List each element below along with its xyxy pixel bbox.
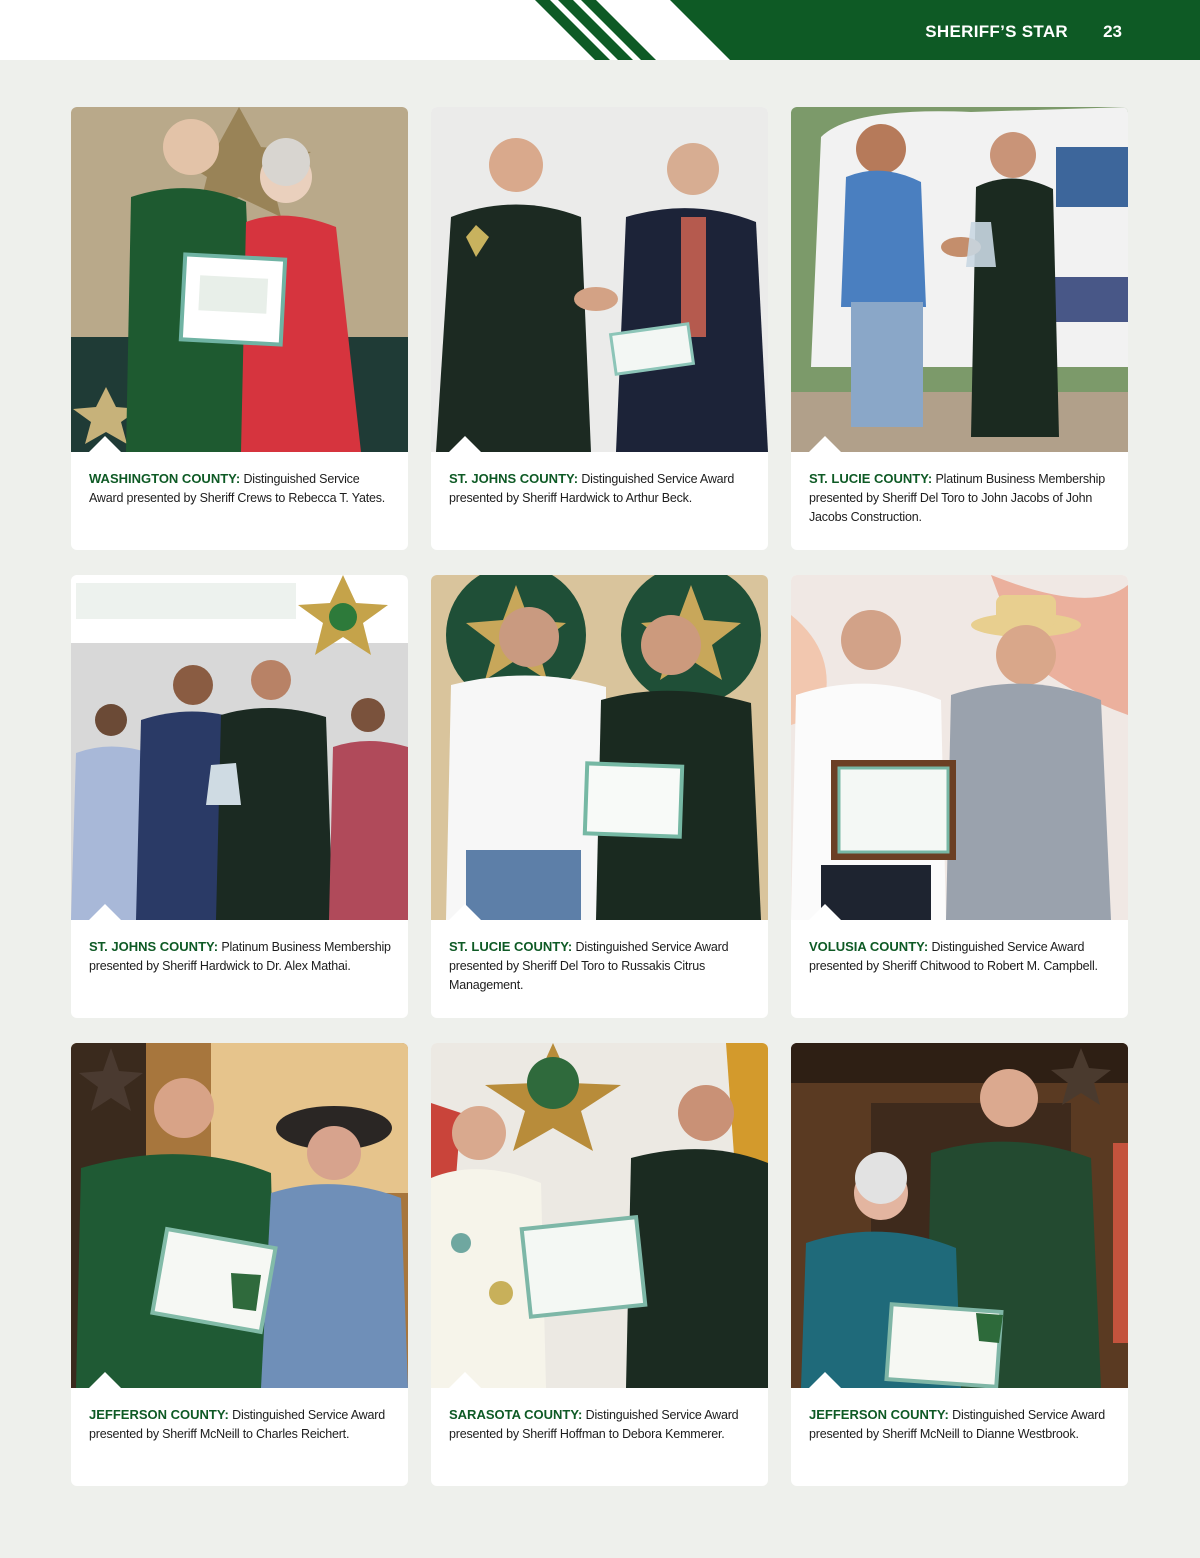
award-card [431, 1043, 768, 1486]
award-card [431, 107, 768, 550]
caption-pointer [809, 904, 841, 920]
handshake-van-trophy-photo [791, 107, 1128, 452]
county-name: ST. JOHNS COUNTY: [449, 471, 579, 486]
award-description: Distinguished Service Award presented by Sheriff Hoffman to Debora Kemmerer. [449, 1408, 739, 1441]
award-description: Distinguished Service Award presented by Sheriff Chitwood to Robert M. Campbell. [809, 940, 1098, 973]
county-name: ST. LUCIE COUNTY: [809, 471, 933, 486]
star-seal-certificate-photo [431, 1043, 768, 1388]
county-name: JEFFERSON COUNTY: [809, 1407, 949, 1422]
caption-pointer [89, 904, 121, 920]
award-card [791, 1043, 1128, 1486]
award-photo-grid [71, 107, 1129, 1486]
award-card [71, 575, 408, 1018]
caption-pointer [89, 1372, 121, 1388]
award-caption [809, 1405, 1114, 1444]
award-caption [449, 469, 754, 508]
award-card [791, 107, 1128, 550]
award-description: Distinguished Service Award presented by Sheriff McNeill to Charles Reichert. [89, 1408, 385, 1441]
page-number: 23 [1103, 22, 1122, 41]
caption-pointer [449, 904, 481, 920]
office-certificate-photo-2 [791, 1043, 1128, 1388]
office-certificate-photo [71, 1043, 408, 1388]
award-caption [89, 1405, 394, 1444]
award-description: Distinguished Service Award presented by Sheriff Del Toro to Russakis Citrus Management. [449, 940, 729, 992]
award-caption [449, 1405, 754, 1444]
handshake-certificate-photo [431, 107, 768, 452]
award-card [431, 575, 768, 1018]
caption-pointer [449, 1372, 481, 1388]
award-description: Platinum Business Membership presented by Sheriff Hardwick to Dr. Alex Mathai. [89, 940, 391, 973]
award-description: Distinguished Service Award presented by Sheriff McNeill to Dianne Westbrook. [809, 1408, 1105, 1441]
decorative-stripes [530, 0, 670, 60]
award-caption [89, 469, 394, 508]
group-trophy-photo [71, 575, 408, 920]
award-card [71, 107, 408, 550]
caption-pointer [809, 1372, 841, 1388]
award-caption [449, 937, 754, 995]
award-caption [809, 469, 1114, 527]
county-name: ST. LUCIE COUNTY: [449, 939, 573, 954]
certificate-presentation-photo [431, 575, 768, 920]
county-name: ST. JOHNS COUNTY: [89, 939, 219, 954]
county-name: VOLUSIA COUNTY: [809, 939, 929, 954]
framed-certificate-photo [791, 575, 1128, 920]
sheriff-handing-certificate-photo [71, 107, 408, 452]
county-name: SARASOTA COUNTY: [449, 1407, 583, 1422]
award-card [71, 1043, 408, 1486]
award-description: Distinguished Service Award presented by Sheriff Hardwick to Arthur Beck. [449, 472, 735, 505]
award-description: Platinum Business Membership presented by Sheriff Del Toro to John Jacobs of John Jacobs Construction. [809, 472, 1106, 524]
county-name: JEFFERSON COUNTY: [89, 1407, 229, 1422]
award-description: Distinguished Service Award presented by Sheriff Crews to Rebecca T. Yates. [89, 472, 386, 505]
caption-pointer [809, 436, 841, 452]
caption-pointer [89, 436, 121, 452]
page-header [0, 0, 1200, 60]
award-caption [809, 937, 1114, 976]
caption-pointer [449, 436, 481, 452]
award-caption [89, 937, 394, 976]
county-name: WASHINGTON COUNTY: [89, 471, 241, 486]
publication-title: SHERIFF’S STAR [925, 22, 1068, 41]
award-card [791, 575, 1128, 1018]
